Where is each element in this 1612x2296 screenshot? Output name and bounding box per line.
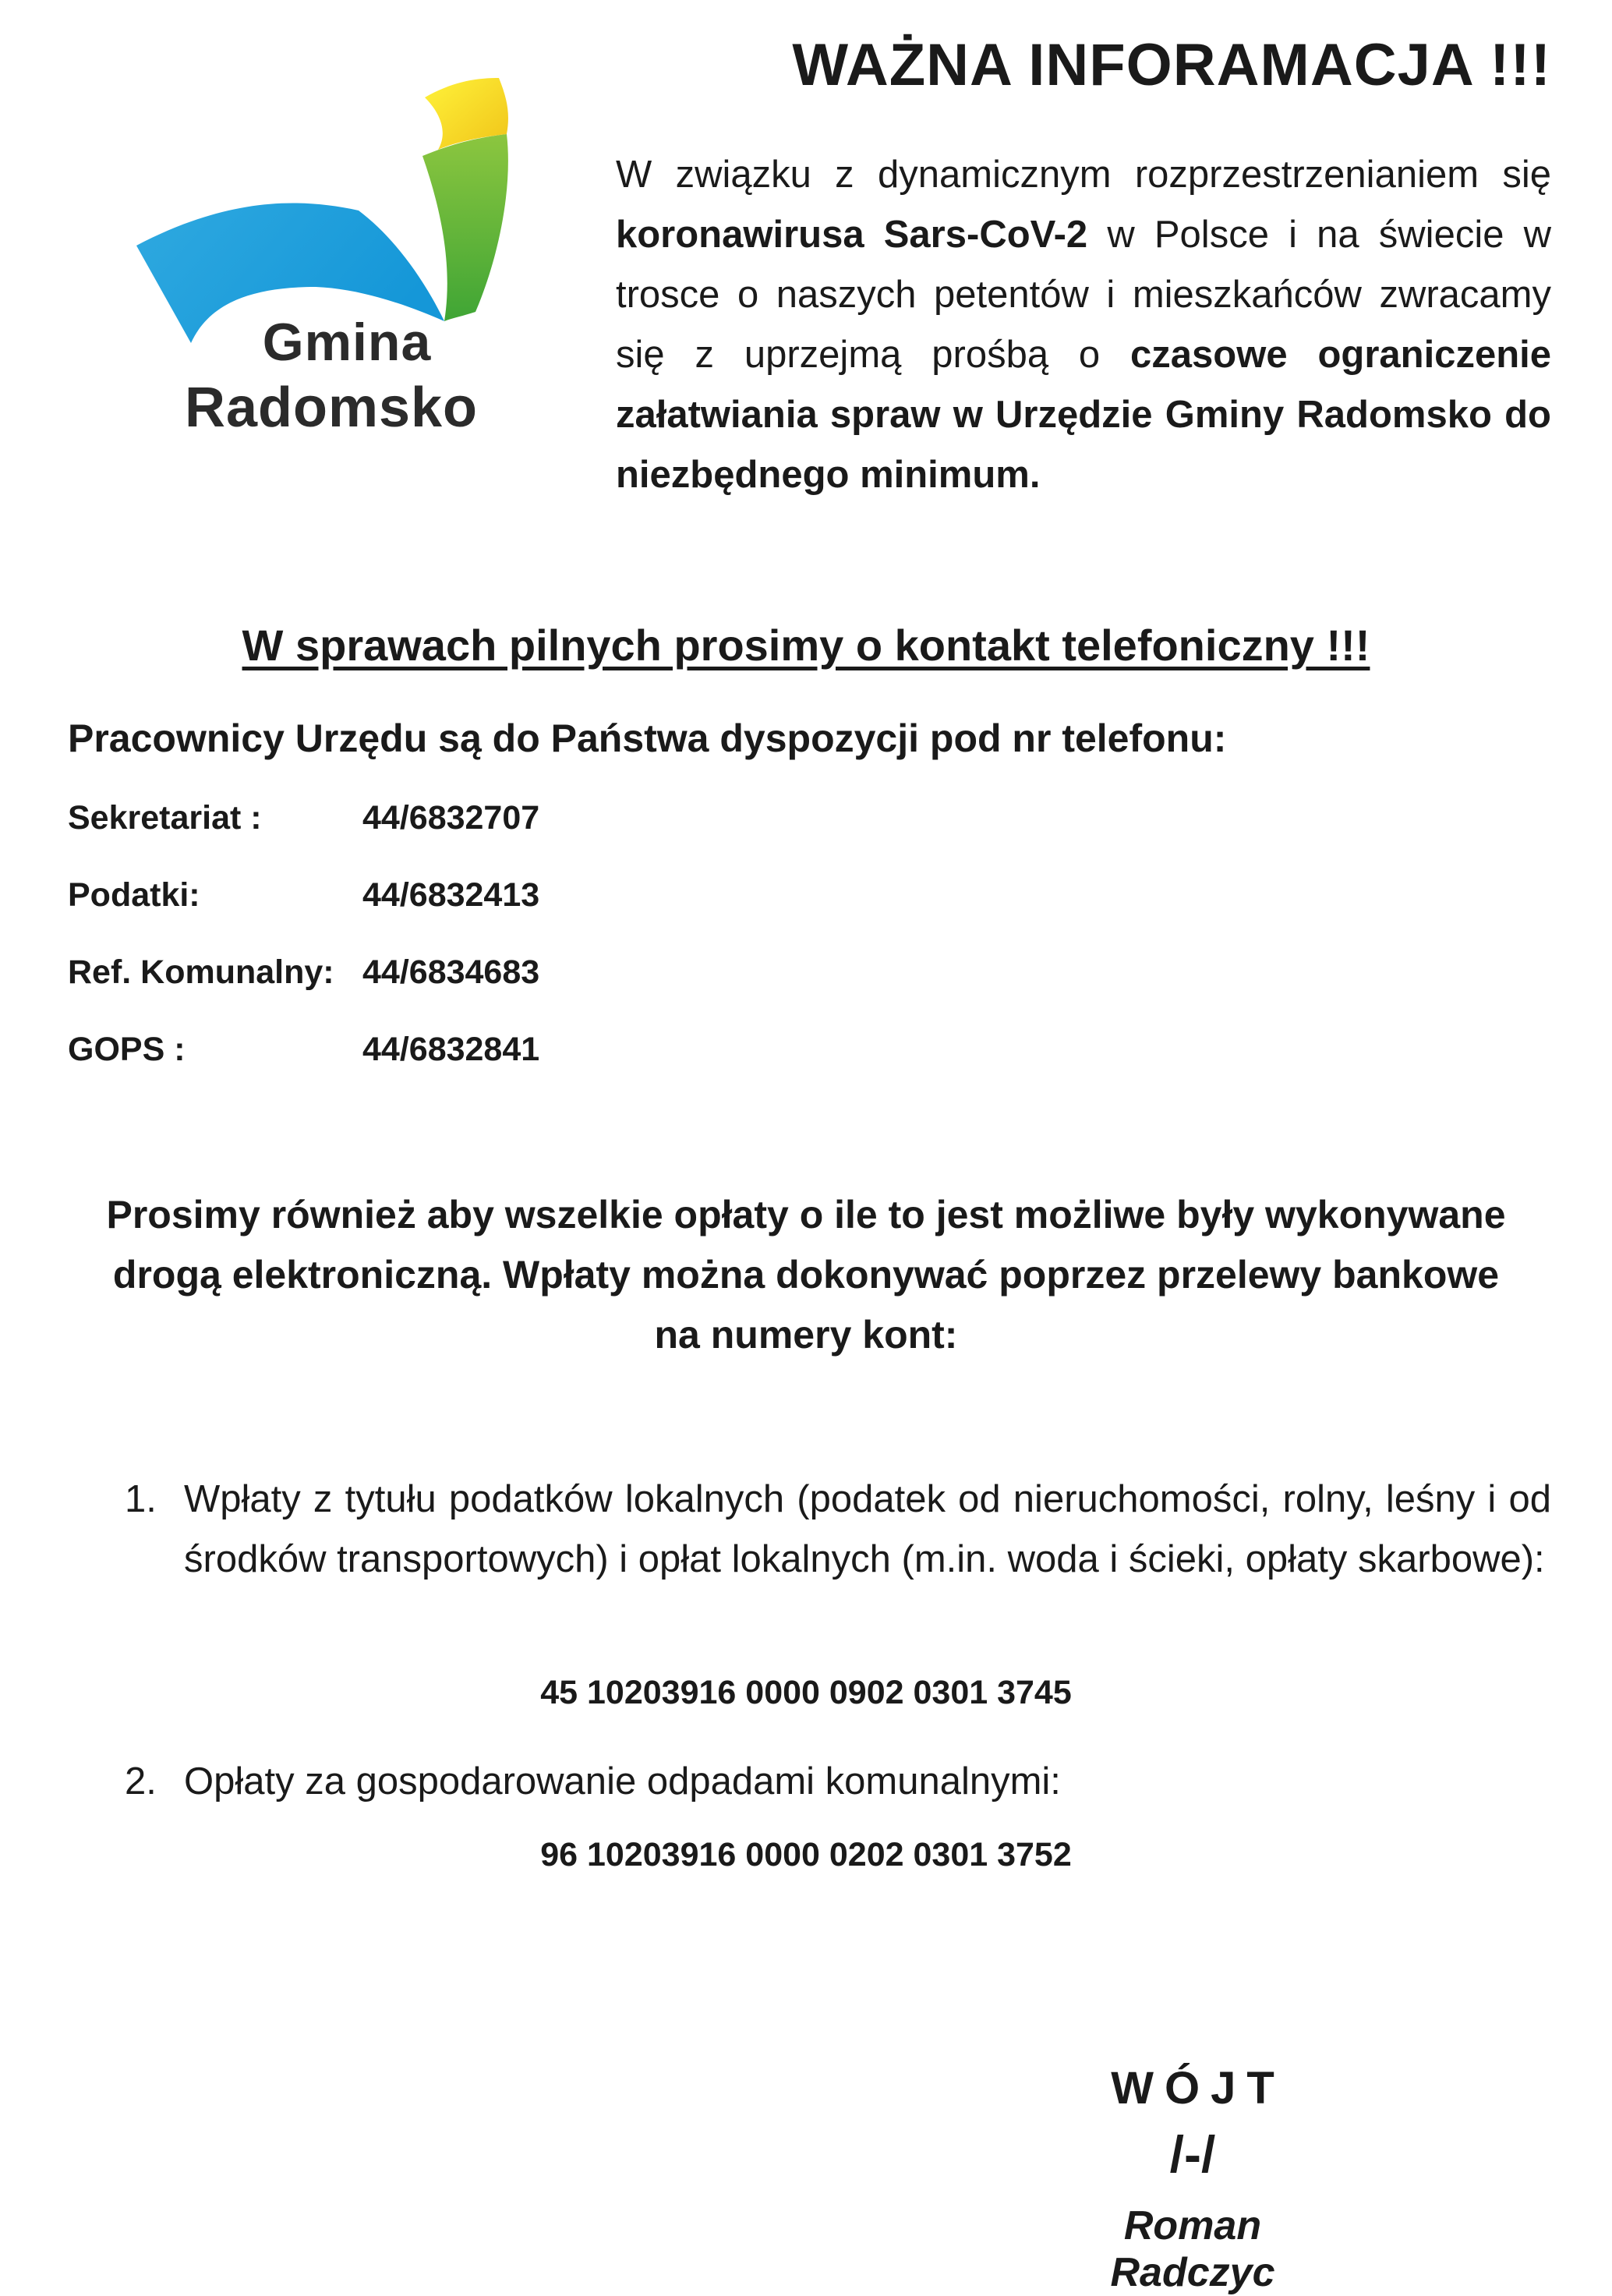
logo-text-gmina: Gmina (262, 313, 432, 372)
page-title: WAŻNA INFORAMACJA !!! (792, 32, 1551, 98)
phone-number: 44/6832707 (362, 799, 540, 837)
signature-mark: /-/ (1169, 2125, 1216, 2183)
staff-phone-intro: Pracownicy Urzędu są do Państwa dyspozycji pod nr telefonu: (68, 716, 1227, 760)
signature-name: Roman Radczyc (1110, 2203, 1275, 2295)
phone-number: 44/6834683 (362, 953, 540, 991)
logo-text-radomsko: Radomsko (184, 377, 479, 439)
phone-label: Podatki: (68, 876, 200, 914)
phone-row-podatki (68, 876, 847, 923)
phone-label: GOPS : (68, 1031, 186, 1068)
urgent-contact-heading: W sprawach pilnych prosimy o kontakt telefoniczny !!! (242, 621, 1370, 670)
phone-number: 44/6832413 (362, 876, 540, 914)
payment-number: 1. (125, 1478, 157, 1520)
signature-title: WÓJT (1111, 2063, 1285, 2114)
phone-row-gops (68, 1031, 847, 1077)
intro-bold-limit: czasowe ograniczenie załatwiania spraw w Urzędzie Gminy Radomsko do niezbędnego minimum. (616, 334, 1551, 496)
electronic-payment-request (47, 1185, 1565, 1365)
also-line-2: drogą elektroniczną. Wpłaty można dokonywać poprzez przelewy bankowe (112, 1253, 1500, 1297)
phone-number: 44/6832841 (362, 1031, 540, 1068)
bank-account-local-taxes: 45 10203916 0000 0902 0301 3745 (540, 1674, 1072, 1711)
phone-label: Ref. Komunalny: (68, 953, 334, 991)
payment-description: Opłaty za gospodarowanie odpadami komunalnymi: (184, 1760, 1061, 1802)
intro-bold-virus: koronawirusa Sars-CoV-2 (616, 214, 1088, 256)
also-line-1: Prosimy również aby wszelkie opłaty o ile to jest możliwe były wykonywane (106, 1193, 1506, 1236)
gmina-radomsko-logo (133, 78, 530, 444)
intro-text-2: w Polsce i na świecie w trosce o naszych petentów i mieszkańców zwracamy się z uprzejmą prośbą o (616, 214, 1551, 376)
intro-paragraph (616, 145, 1551, 505)
intro-text-1: W związku z dynamicznym rozprzestrzenianiem się (616, 154, 1551, 196)
also-line-3: na numery kont: (654, 1313, 958, 1357)
phone-row-sekretariat (68, 799, 847, 846)
bank-account-waste: 96 10203916 0000 0202 0301 3752 (540, 1836, 1072, 1873)
phone-label: Sekretariat : (68, 799, 262, 837)
payment-description: Wpłaty z tytułu podatków lokalnych (podatek od nieruchomości, rolny, leśny i od środków transportowych) i opłat lokalnych (m.in. woda i ścieki, opłaty skarbowe): (184, 1478, 1551, 1580)
payment-number: 2. (125, 1760, 157, 1802)
phone-row-komunalny (68, 953, 847, 1000)
